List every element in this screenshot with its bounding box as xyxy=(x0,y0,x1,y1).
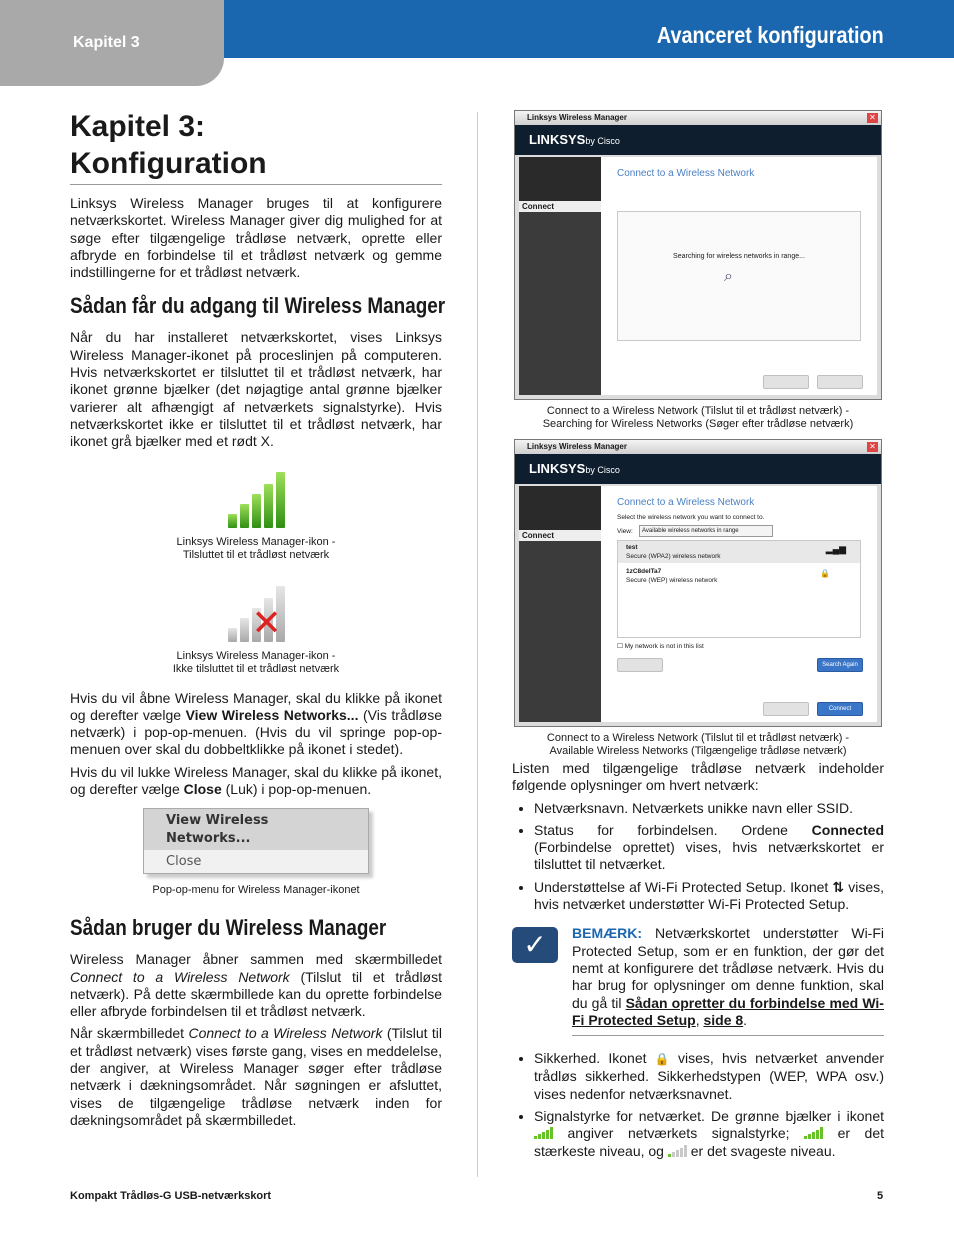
pane-subheading: Select the wireless network you want to connect to. xyxy=(617,514,765,521)
disconnected-icon-figure xyxy=(70,570,442,650)
heading-use: Sådan bruger du Wireless Manager xyxy=(70,915,387,941)
caption-screenshot-1: Connect to a Wireless Network (Tilslut til et trådløst netværk) - Searching for Wireless Networks (Søger efter trådløse netværk) xyxy=(542,405,854,430)
checkmark-icon: ✓ xyxy=(512,927,558,963)
magnifier-icon: ⌕ xyxy=(724,268,733,285)
caption-popup-menu: Pop-op-menu for Wireless Manager-ikonet xyxy=(152,884,360,897)
use-paragraph-2: Når skærmbilledet Connect to a Wireless Network (Tilslut til et trådløst netværk) vises første gang, vises en meddelelse, der angiver, at Wireless Manager søger efter trådløse netværk i dækningsområdet. Når søgningen er afsluttet, vises de tilgængelige trådløse netværk inden for dækningsområdet på skærmbilledet. xyxy=(70,1025,443,1128)
sidebar-item-connect[interactable]: Connect xyxy=(519,201,601,212)
sidebar xyxy=(519,157,601,395)
right-column xyxy=(512,110,884,1165)
pane-heading: Connect to a Wireless Network xyxy=(617,168,755,179)
signal-bars-icon: ▂▄▆ xyxy=(825,544,846,554)
footer-product: Kompakt Trådløs-G USB-netværkskort xyxy=(70,1190,272,1202)
network-row[interactable]: test Secure (WPA2) wireless network ▂▄▆ xyxy=(618,541,860,563)
signal-connected-icon xyxy=(228,470,285,528)
search-status-box xyxy=(617,211,861,341)
lock-icon: 🔒 xyxy=(820,569,830,578)
popup-menu xyxy=(143,808,369,874)
signal-bars-icon xyxy=(534,1127,553,1139)
pane-heading: Connect to a Wireless Network xyxy=(617,497,755,508)
connect-button-disabled[interactable] xyxy=(817,375,863,389)
info-list-2 xyxy=(512,1050,884,1160)
list-item: • Sikkerhed. Ikonet 🔒 vises, hvis netværket anvender trådløs sikkerhed. Sikkerhedstypen (WEP, WPA osv.) vises nedenfor netværksnavnet. xyxy=(534,1050,884,1103)
access-paragraph: Når du har installeret netværkskortet, vises Linksys Wireless Manager-ikonet på proceslinjen på computeren. Hvis netværkskortet er tilsluttet til et trådløst netværk, har ikonet grønne bjælker (det nøjagtige antal grønne bjælker varierer alt afhængigt af netværkets signalstyrke). Hvis netværkskortet ikke er tilsluttet til et trådløst netværk, har ikonet grå bjælker med et rødt X. xyxy=(70,329,442,450)
page-number: 5 xyxy=(877,1190,884,1202)
search-again-button[interactable]: Search Again xyxy=(817,658,863,672)
search-message: Searching for wireless networks in range... xyxy=(673,253,805,260)
previous-button[interactable] xyxy=(617,658,663,672)
caption-disconnected: Linksys Wireless Manager-ikon - Ikke tilsluttet til et trådløst netværk xyxy=(172,649,340,675)
list-item: • Signalstyrke for netværket. De grønne bjælker i ikonet angiver netværkets signalstyrke; er det stærkeste niveau, og er det svageste niveau. xyxy=(534,1108,884,1160)
list-intro: Listen med tilgængelige trådløse netværk indeholder følgende oplysninger om hvert netværk: xyxy=(512,760,884,794)
menu-item-close[interactable]: Close xyxy=(166,853,202,869)
brand-bar: LINKSYSby Cisco xyxy=(515,125,881,155)
menu-item-view-networks[interactable]: View Wireless Networks... xyxy=(144,809,368,850)
signal-strongest-icon xyxy=(804,1127,823,1139)
screenshot-available xyxy=(514,439,882,727)
list-item: • Status for forbindelsen. Ordene Connected (Forbindelse oprettet) vises, hvis netværkskortet er tilsluttet til netværket. xyxy=(534,822,884,874)
caption-connected: Linksys Wireless Manager-ikon - Tilsluttet til et trådløst netværk xyxy=(176,535,336,561)
intro-paragraph: Linksys Wireless Manager bruges til at konfigurere netværkskortet. Wireless Manager giver dig mulighed for at søge efter tilgængelige trådløse netværk, oprette eller afbryde en forbindelse til et trådløst netværk og gemme indstillingerne for et trådløst netværk. xyxy=(70,195,442,281)
header-bar xyxy=(224,0,954,58)
close-icon[interactable]: ✕ xyxy=(867,113,878,123)
brand-bar: LINKSYSby Cisco xyxy=(515,454,881,484)
network-row[interactable]: 1zC8deITa7 Secure (WEP) wireless network 🔒 xyxy=(626,568,830,584)
note-box: ✓ BEMÆRK: Netværkskortet understøtter Wi-Fi Protected Setup, som er en funktion, der gør det nemt at konfigurere det trådløse netværk. Hvis du har brug for oplysninger om denne funktion, skal du gå til Sådan opretter du forbindelse med Wi-Fi Protected Setup, side 8. xyxy=(512,925,884,1036)
view-select[interactable]: Available wireless networks in range xyxy=(639,525,773,537)
column-divider xyxy=(477,112,478,1177)
sidebar xyxy=(519,486,601,722)
window-titlebar: Linksys Wireless Manager ✕ xyxy=(515,440,881,454)
list-item: • Understøttelse af Wi-Fi Protected Setup. Ikonet ⇅ vises, hvis netværket understøtter Wi-Fi Protected Setup. xyxy=(534,879,884,914)
open-paragraph: Hvis du vil åbne Wireless Manager, skal du klikke på ikonet og derefter vælge View Wireless Networks... (Vis trådløse netværk) i pop-op-menuen. (Hvis du vil springe pop-op-menuen over skal du dobbeltklikke på ikonet i stedet). xyxy=(70,689,442,758)
main-pane xyxy=(601,486,877,722)
caption-screenshot-2: Connect to a Wireless Network (Tilslut til et trådløst netværk) - Available Wireless Networks (Tilgængelige trådløse netværk) xyxy=(546,732,850,757)
list-item: • Netværksnavn. Netværkets unikke navn eller SSID. xyxy=(534,800,884,817)
close-icon[interactable]: ✕ xyxy=(867,442,878,452)
page-title: Kapitel 3: Konfiguration xyxy=(70,108,442,185)
use-paragraph-1: Wireless Manager åbner sammen med skærmbilledet Connect to a Wireless Network (Tilslut til et trådløst netværk). På dette skærmbillede kan du oprette forbindelse eller afbryde forbindelsen til et trådløst netværk. xyxy=(70,951,442,1020)
screenshot-searching xyxy=(514,110,882,400)
sidebar-item-connect[interactable]: Connect xyxy=(519,530,601,541)
info-list xyxy=(512,800,884,914)
view-label: View: xyxy=(617,528,633,535)
main-pane xyxy=(601,157,877,395)
network-list xyxy=(617,540,861,638)
section-title: Avanceret konfiguration xyxy=(657,22,884,48)
not-in-list-checkbox[interactable]: ☐ My network is not in this list xyxy=(617,643,704,650)
left-column xyxy=(70,108,446,1134)
window-titlebar: Linksys Wireless Manager ✕ xyxy=(515,111,881,125)
heading-access: Sådan får du adgang til Wireless Manager xyxy=(70,293,446,319)
link-wps-section[interactable]: Sådan opretter du forbindelse med Wi-Fi Protected Setup xyxy=(572,994,884,1028)
lock-icon: 🔒 xyxy=(654,1052,670,1067)
signal-disconnected-icon xyxy=(228,584,285,642)
wps-icon: ⇅ xyxy=(832,878,845,895)
close-paragraph: Hvis du vil lukke Wireless Manager, skal du klikke på ikonet, og derefter vælge Close (Luk) i pop-op-menuen. xyxy=(70,763,442,798)
back-button[interactable] xyxy=(763,375,809,389)
connect-button[interactable]: Connect xyxy=(817,702,863,716)
link-page-8[interactable]: side 8 xyxy=(703,1011,744,1028)
chapter-tab xyxy=(0,0,224,86)
red-x-icon: ✕ xyxy=(251,601,282,643)
connected-icon-figure xyxy=(70,456,442,536)
signal-weakest-icon xyxy=(668,1145,687,1157)
back-button[interactable] xyxy=(763,702,809,716)
chapter-tab-label: Kapitel 3 xyxy=(73,34,140,51)
